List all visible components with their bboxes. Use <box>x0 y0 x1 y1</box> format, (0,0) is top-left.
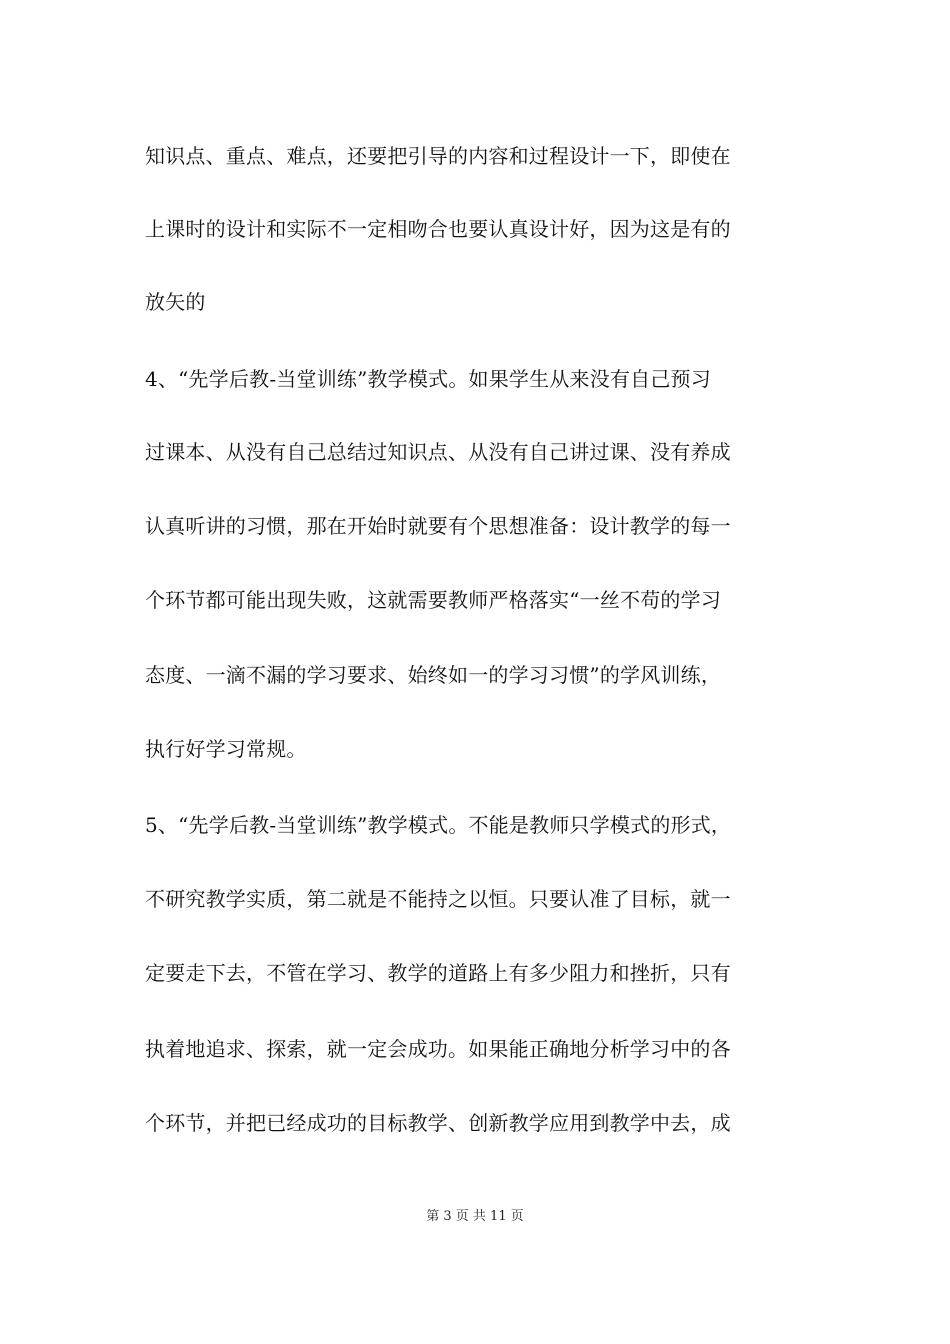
page-number-footer: 第 3 页 共 11 页 <box>426 1209 524 1224</box>
text-line: 知识点、重点、难点，还要把引导的内容和过程设计一下，即使在 <box>145 144 731 168</box>
text-line: 定要走下去，不管在学习、教学的道路上有多少阻力和挫折，只有 <box>145 961 731 985</box>
text-line: 5、“先学后教-当堂训练”教学模式。不能是教师只学模式的形式， <box>145 813 732 837</box>
text-line: 态度、一滴不漏的学习要求、始终如一的学习习惯”的学风训练， <box>145 663 722 687</box>
text-line: 不研究教学实质，第二就是不能持之以恒。只要认准了目标，就一 <box>145 887 731 911</box>
text-line: 4、“先学后教-当堂训练”教学模式。如果学生从来没有自己预习 <box>145 367 711 391</box>
text-line: 认真听讲的习惯，那在开始时就要有个思想准备：设计教学的每一 <box>145 514 731 538</box>
text-line: 个环节，并把已经成功的目标教学、创新教学应用到教学中去，成 <box>145 1111 731 1135</box>
text-line: 上课时的设计和实际不一定相吻合也要认真设计好，因为这是有的 <box>145 217 731 241</box>
text-line: 执行好学习常规。 <box>145 737 307 761</box>
text-line: 个环节都可能出现失败，这就需要教师严格落实“一丝不苟的学习 <box>145 588 722 612</box>
text-line: 过课本、从没有自己总结过知识点、从没有自己讲过课、没有养成 <box>145 440 731 464</box>
text-line: 执着地追求、探索，就一定会成功。如果能正确地分析学习中的各 <box>145 1037 731 1061</box>
text-line: 放矢的 <box>145 290 206 314</box>
